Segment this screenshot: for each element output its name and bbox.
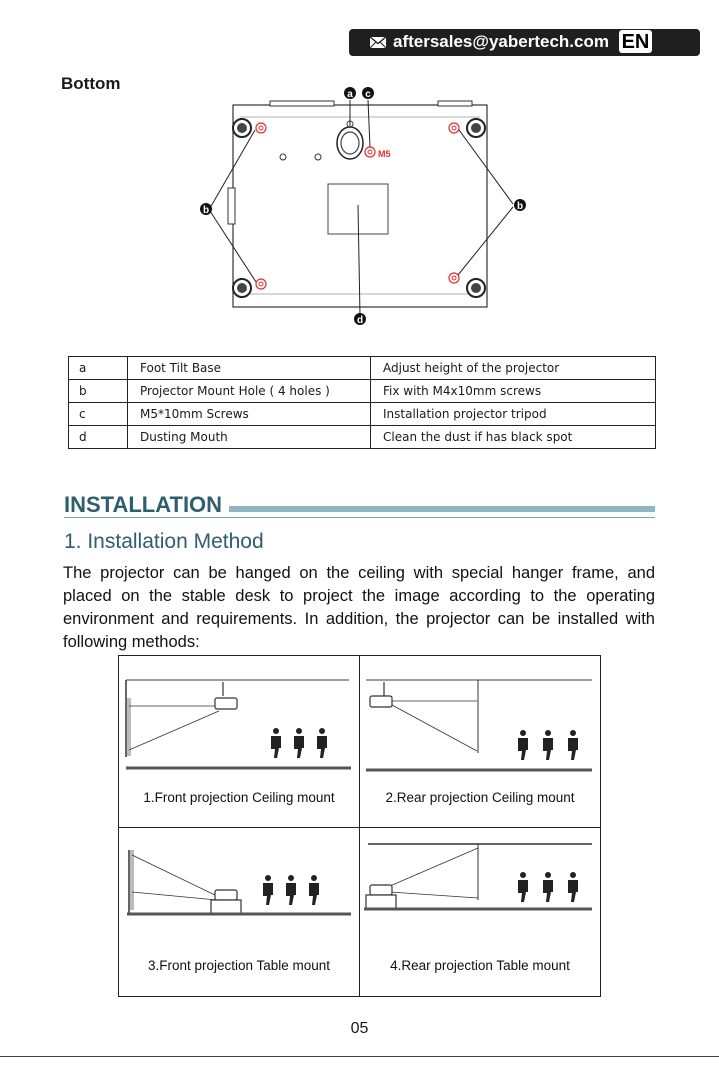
method-front-table xyxy=(119,828,359,999)
support-email-banner xyxy=(349,29,700,56)
part-key: c xyxy=(69,403,128,426)
method-caption: 2.Rear projection Ceiling mount xyxy=(385,790,575,805)
marker-b-right xyxy=(514,199,526,212)
svg-text:a: a xyxy=(347,89,353,100)
method-rear-ceiling xyxy=(360,656,600,827)
bottom-section-label: Bottom xyxy=(61,74,121,93)
method-rear-table xyxy=(360,828,600,999)
svg-text:c: c xyxy=(365,89,371,100)
svg-text:d: d xyxy=(356,315,364,325)
footer-rule xyxy=(0,1056,719,1057)
part-desc: Adjust height of the projector xyxy=(371,357,656,380)
part-key: b xyxy=(69,380,128,403)
installation-heading: INSTALLATION xyxy=(64,492,223,517)
table-row xyxy=(69,403,656,426)
page-number: 05 xyxy=(350,1020,369,1037)
table-row xyxy=(69,426,656,449)
installation-method-title: 1. Installation Method xyxy=(64,530,264,553)
installation-body-text: The projector can be hanged on the ceiling with special hanger frame, and placed on the stable desk to project the image according to the operating environment and requirements. In addition, the projector can be installed with following methods: xyxy=(63,564,655,651)
method-caption: 3.Front projection Table mount xyxy=(147,958,331,973)
table-row xyxy=(69,380,656,403)
part-desc: Installation projector tripod xyxy=(371,403,656,426)
rear-table-illustration xyxy=(360,828,600,999)
support-email[interactable]: aftersales@yabertech.com xyxy=(393,32,609,51)
part-desc: Clean the dust if has black spot xyxy=(371,426,656,449)
part-name: Dusting Mouth xyxy=(128,426,371,449)
table-row xyxy=(69,357,656,380)
part-name: Foot Tilt Base xyxy=(128,357,371,380)
m5-label: M5 xyxy=(378,149,391,159)
front-table-illustration xyxy=(119,828,359,999)
method-caption: 1.Front projection Ceiling mount xyxy=(143,790,335,805)
heading-accent-bar xyxy=(229,506,655,512)
marker-d xyxy=(354,313,366,325)
part-name: Projector Mount Hole ( 4 holes ) xyxy=(128,380,371,403)
heading-rule xyxy=(64,517,655,518)
method-caption: 4.Rear projection Table mount xyxy=(390,958,570,973)
marker-a xyxy=(344,87,356,100)
envelope-icon xyxy=(369,36,387,49)
method-front-ceiling xyxy=(119,656,359,827)
bottom-parts-table xyxy=(68,356,656,449)
svg-text:b: b xyxy=(202,205,210,216)
part-key: d xyxy=(69,426,128,449)
projector-bottom-diagram xyxy=(180,80,540,325)
installation-methods-grid xyxy=(118,655,601,997)
part-name: M5*10mm Screws xyxy=(128,403,371,426)
part-desc: Fix with M4x10mm screws xyxy=(371,380,656,403)
language-badge: EN xyxy=(619,30,652,53)
part-key: a xyxy=(69,357,128,380)
marker-c xyxy=(362,87,374,100)
marker-b-left xyxy=(200,203,212,216)
svg-text:b: b xyxy=(516,201,524,212)
